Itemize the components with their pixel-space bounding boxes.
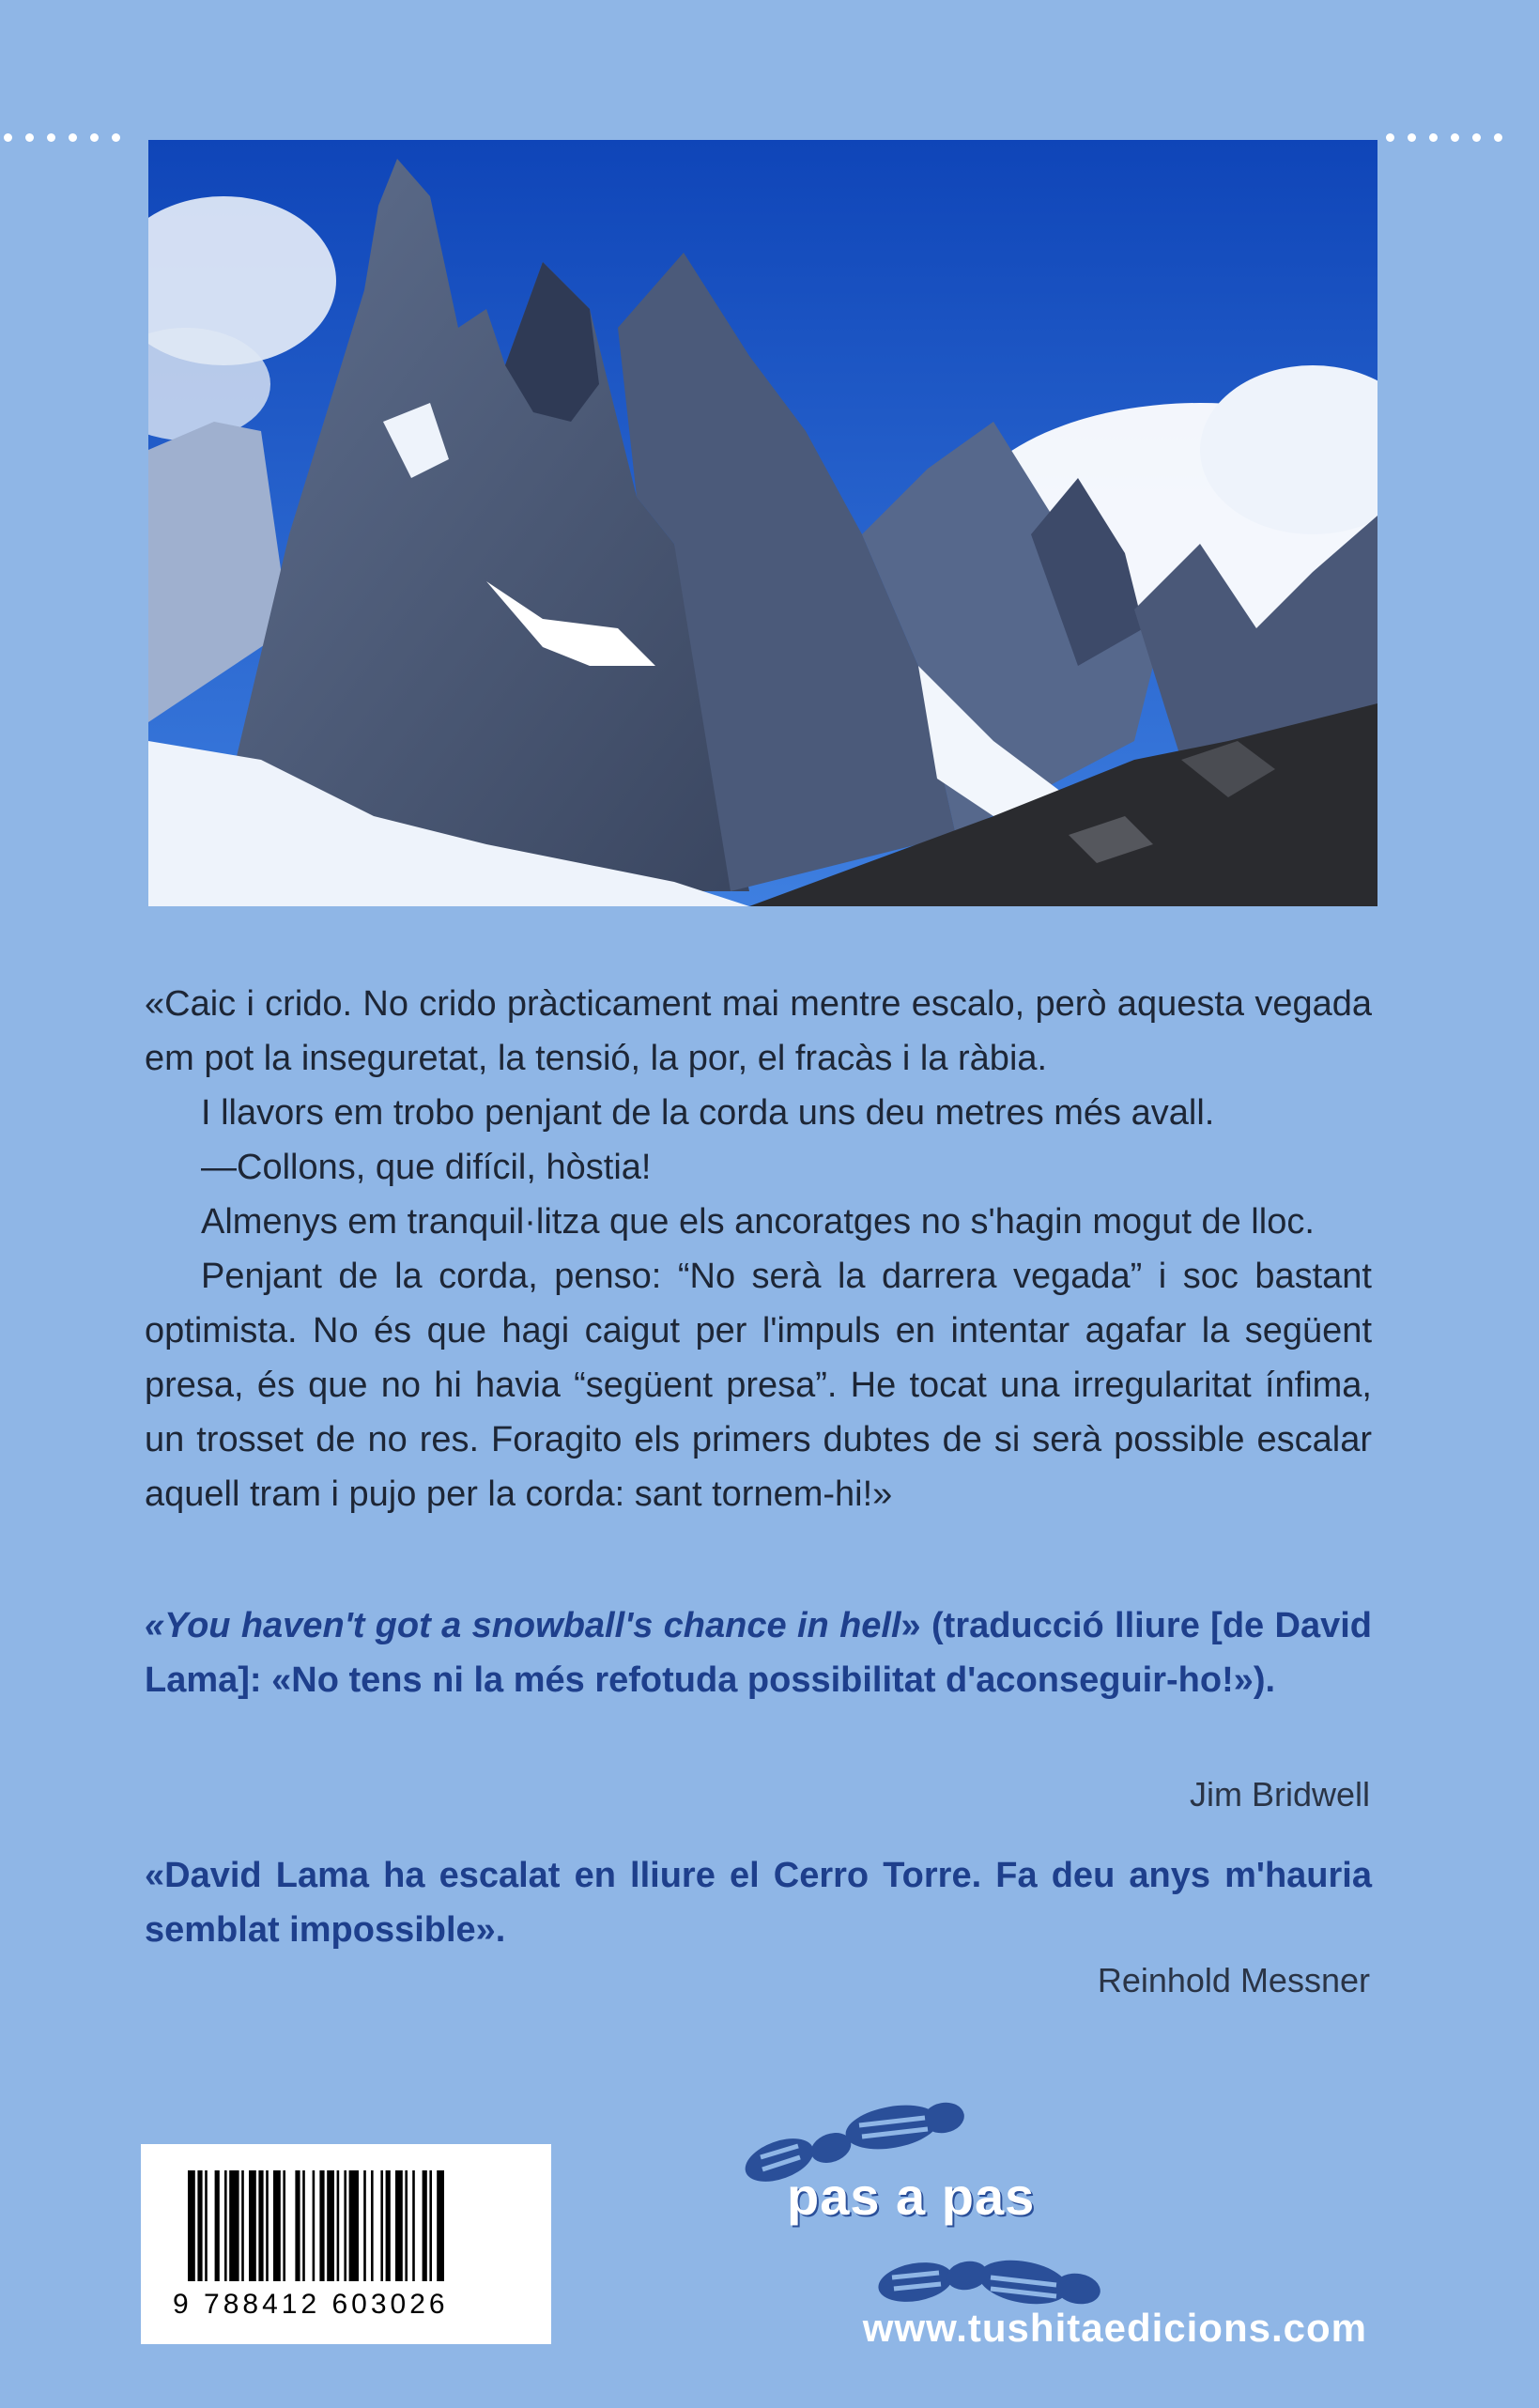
excerpt-paragraph: Almenys em tranquil·litza que els ancoratges no s'hagin mogut de lloc. [201, 1202, 1315, 1242]
barcode-bars [141, 2144, 551, 2285]
isbn-digits: 9 788412 603026 [173, 2289, 449, 2320]
quote-bridwell-italic: «You haven't got a snowball's chance in hell [145, 1606, 901, 1645]
excerpt-paragraph: Penjant de la corda, penso: “No serà la darrera vegada” i soc bastant optimista. No és que hagi caigut per l'impuls en intentar agafar la següent presa, és que no hi havia “següent presa”. He tocat una irregularitat ínfima, un trosset de no res. Foragito els primers dubtes de si serà possible escalar aquell tram i pujo per la corda: sant tornem-hi!» [145, 1257, 1372, 1514]
quote-messner: «David Lama ha escalat en lliure el Cerro Torre. Fa deu anys m'hauria semblat impossible». [145, 1856, 1372, 1950]
dot-rule-right [1386, 131, 1502, 144]
quote-author-messner: Reinhold Messner [1097, 1961, 1370, 1999]
isbn-barcode [141, 2144, 551, 2344]
excerpt-paragraph: «Caic i crido. No crido pràcticament mai mentre escalo, però aquesta vegada em pot la inseguretat, la tensió, la por, el fracàs i la ràbia. [145, 984, 1372, 1078]
quote-author-bridwell: Jim Bridwell [1189, 1775, 1370, 1814]
book-excerpt [145, 977, 1372, 1521]
quote-bridwell [145, 1598, 1372, 1707]
pas-a-pas-logo-text: pas a pas [787, 2167, 1036, 2226]
excerpt-paragraph: I llavors em trobo penjant de la corda uns deu metres més avall. [201, 1093, 1215, 1133]
cover-photo-mountains [148, 140, 1377, 906]
publisher-website[interactable]: www.tushitaedicions.com [862, 2306, 1367, 2350]
quote-bridwell-translation: » (traducció lliure [de David Lama]: «No tens ni la més refotuda possibilitat d'aconseguir-ho!»). [145, 1606, 1372, 1700]
excerpt-paragraph: —Collons, que difícil, hòstia! [201, 1148, 652, 1187]
dot-rule-left [4, 131, 120, 144]
